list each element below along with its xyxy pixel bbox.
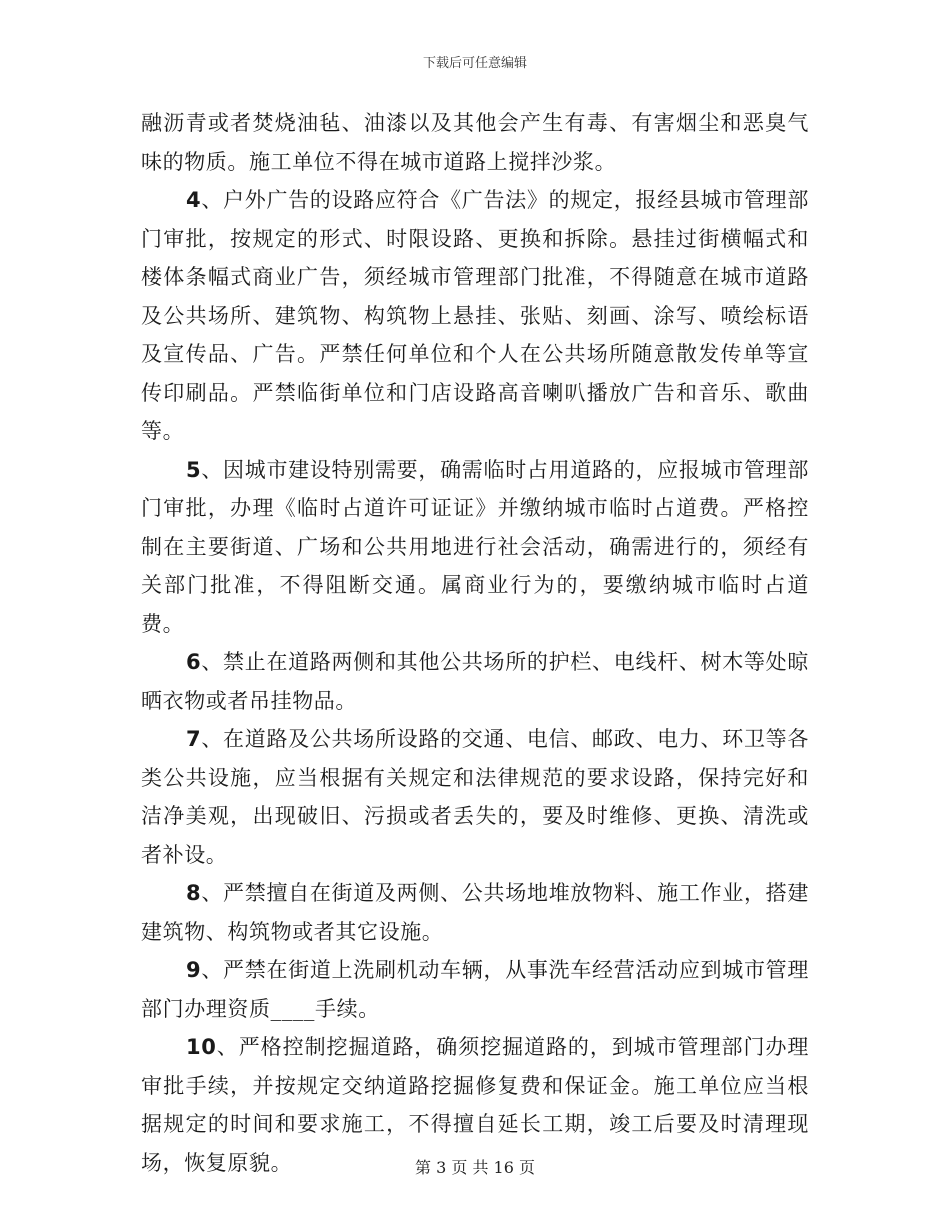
paragraph-text: 、禁止在道路两侧和其他公共场所的护栏、电线杆、树木等处晾晒衣物或者吊挂物品。 [141, 650, 809, 713]
paragraph-text: 、严禁擅自在街道及两侧、公共场地堆放物料、施工作业，搭建建筑物、构筑物或者其它设施。 [141, 881, 809, 944]
paragraph-item-4 [141, 181, 809, 451]
item-number: 10 [186, 1035, 217, 1059]
paragraph-item-9 [141, 951, 809, 1028]
paragraph-item-6 [141, 643, 809, 720]
paragraph-text: 、严禁在街道上洗刷机动车辆，从事洗车经营活动应到城市管理部门办理资质____手续。 [141, 958, 809, 1021]
paragraph-text: 、户外广告的设路应符合《广告法》的规定，报经县城市管理部门审批，按规定的形式、时限设路、更换和拆除。悬挂过街横幅式和楼体条幅式商业广告，须经城市管理部门批准，不得随意在城市道路及公共场所、建筑物、构筑物上悬挂、张贴、刻画、涂写、喷绘标语及宣传品、广告。严禁任何单位和个人在公共场所随意散发传单等宣传印刷品。严禁临街单位和门店设路高音喇叭播放广告和音乐、歌曲等。 [141, 188, 809, 443]
item-number: 4 [186, 188, 202, 212]
paragraph-continued [141, 104, 809, 181]
item-number: 8 [186, 881, 202, 905]
paragraph-item-8 [141, 874, 809, 951]
paragraph-text: 、严格控制挖掘道路，确须挖掘道路的，到城市管理部门办理审批手续，并按规定交纳道路挖掘修复费和保证金。施工单位应当根据规定的时间和要求施工，不得擅自延长工期，竣工后要及时清理现场，恢复原貌。 [141, 1035, 809, 1175]
paragraph-text: 融沥青或者焚烧油毡、油漆以及其他会产生有毒、有害烟尘和恶臭气味的物质。施工单位不得在城市道路上搅拌沙浆。 [141, 111, 809, 174]
document-body [141, 104, 809, 1182]
item-number: 7 [186, 727, 202, 751]
item-number: 6 [186, 650, 202, 674]
paragraph-item-5 [141, 451, 809, 644]
paragraph-text: 、在道路及公共场所设路的交通、电信、邮政、电力、环卫等各类公共设施，应当根据有关规定和法律规范的要求设路，保持完好和洁净美观，出现破旧、污损或者丢失的，要及时维修、更换、清洗或者补设。 [141, 727, 809, 867]
item-number: 9 [186, 958, 202, 982]
item-number: 5 [186, 457, 202, 482]
paragraph-text: 、因城市建设特别需要，确需临时占用道路的，应报城市管理部门审批，办理《临时占道许可证证》并缴纳城市临时占道费。严格控制在主要街道、广场和公共用地进行社会活动，确需进行的，须经有关部门批准，不得阻断交通。属商业行为的，要缴纳城市临时占道费。 [141, 457, 809, 636]
page-header: 下载后可任意编辑 [422, 56, 527, 71]
paragraph-item-7 [141, 720, 809, 874]
page-footer: 第 3 页 共 16 页 [415, 1158, 535, 1177]
